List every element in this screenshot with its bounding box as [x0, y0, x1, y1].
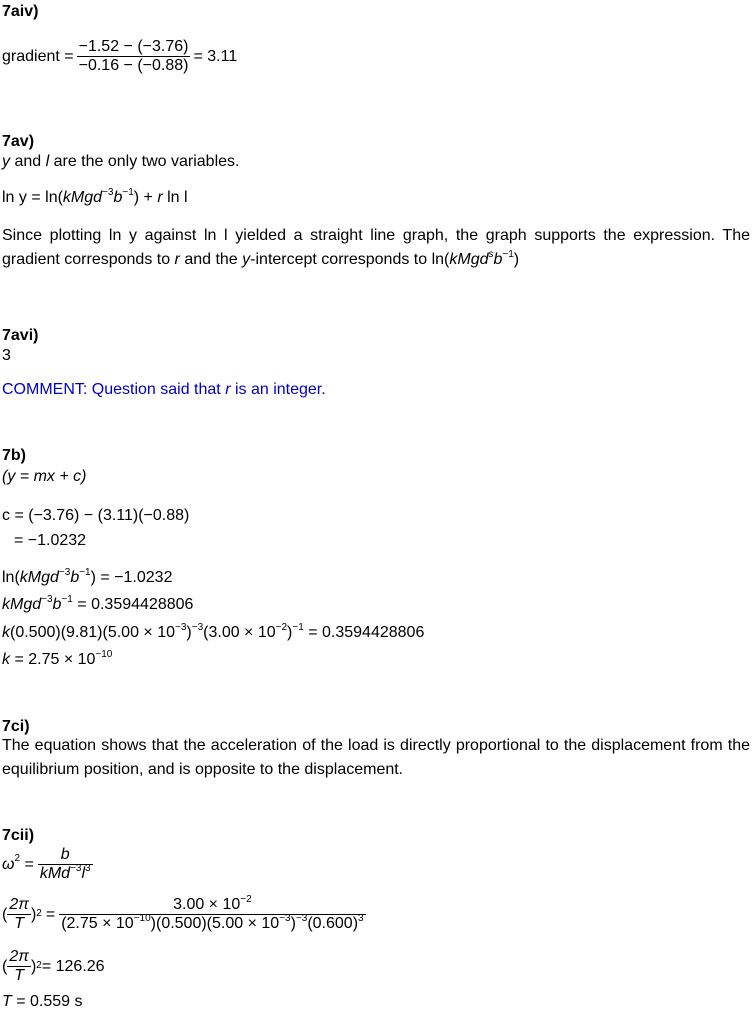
big-den-s1: −10 — [133, 912, 151, 924]
big-den — [59, 912, 365, 933]
expl-y: y — [242, 251, 251, 268]
p1-eq: = — [45, 905, 56, 923]
two-pi-over-t-2 — [7, 948, 31, 985]
big-den-b: )(0.500)(5.00 × 10 — [150, 915, 280, 932]
comment-r: r — [225, 381, 231, 398]
omega-den-s1: −3 — [70, 862, 82, 874]
big-den-s3: −3 — [295, 912, 308, 924]
ln1-s2: −1 — [79, 566, 91, 578]
ln1-a: ln( — [2, 569, 20, 586]
big-num-a: 3.00 × 10 — [173, 896, 241, 913]
omega-den-a: kMd — [39, 865, 71, 882]
log-equation — [2, 188, 188, 208]
omega-lhs — [2, 855, 34, 875]
expl-end: ) — [513, 251, 520, 268]
var-y: y — [2, 153, 10, 170]
log-eq-sup2: −1 — [122, 186, 134, 198]
expl-5: -intercept corresponds to ln( — [250, 251, 450, 268]
expl-k: kMgd — [449, 251, 489, 268]
big-den-c: ) — [290, 915, 296, 932]
ln1-s1: −3 — [58, 566, 71, 578]
omega-num: b — [38, 846, 93, 865]
heading-7aiv: 7aiv) — [2, 3, 39, 20]
log-eq-c: b — [113, 189, 123, 206]
k3-b: = 2.75 × 10 — [10, 651, 96, 668]
gradient-equation — [2, 38, 237, 75]
var-tail: are the only two variables. — [49, 153, 240, 170]
k-result — [2, 650, 112, 670]
intercept-calc — [2, 506, 189, 526]
expl-1: Since plotting — [2, 227, 109, 244]
gradient-denominator: −0.16 − (−0.88) — [78, 57, 189, 74]
log-eq-r: r — [157, 189, 163, 206]
expl-lny: ln y — [108, 227, 138, 244]
log-eq-sup1: −3 — [102, 186, 114, 198]
heading-7cii: 7cii) — [2, 827, 35, 844]
expl-b: b — [493, 251, 503, 268]
k1-a: kMgd — [2, 596, 42, 613]
two-pi-2: 2π — [9, 948, 29, 965]
gradient-explanation — [2, 224, 750, 272]
t-2: T — [14, 967, 25, 984]
k2-s4: −1 — [292, 621, 304, 633]
ln1-b: kMgd — [19, 569, 59, 586]
expl-4: and the — [179, 251, 243, 268]
k2-a: k — [2, 624, 10, 641]
log-eq-lnl: ln l — [162, 189, 188, 206]
omega-fraction — [38, 846, 93, 883]
ln1-d: ) = −1.0232 — [90, 569, 173, 586]
comment-b: is an integer. — [230, 381, 326, 398]
expl-lnl: ln l — [203, 227, 228, 244]
gradient-lhs: gradient = — [2, 47, 74, 65]
big-den-s4: 3 — [358, 912, 364, 924]
intercept-result: = −1.0232 — [14, 532, 87, 549]
log-eq-b: kMgd — [62, 189, 103, 206]
var-and: and — [10, 153, 46, 170]
big-num — [59, 893, 365, 915]
variables-statement — [2, 152, 239, 172]
k3-s: −10 — [95, 648, 113, 660]
period-equation-2: ( $\frac{2\pi}{T}$ ) $^2$ = 126.26 — [2, 948, 105, 984]
comment-a: COMMENT: Question said that — [2, 381, 226, 398]
k1-s1: −3 — [41, 593, 53, 605]
p2-close: ) — [30, 957, 37, 975]
k2-b: (0.500)(9.81)(5.00 × 10 — [10, 624, 175, 641]
p2-result: = 126.26 — [41, 957, 105, 975]
k2-s2: −3 — [191, 621, 204, 633]
final-t: T — [2, 993, 12, 1010]
k2-c: ) — [186, 624, 192, 641]
heading-7b: 7b) — [2, 447, 26, 464]
expl-2: against — [137, 227, 204, 244]
heading-7av: 7av) — [2, 133, 35, 150]
k1-b: b — [52, 596, 62, 613]
k2-s3: −2 — [275, 621, 288, 633]
period-equation-1: ( $\frac{2\pi}{T}$ ) $^2$ = $\frac{3.00 \times 10^{-2}}{(2.75 \times 10^{-10})(0.500)(5.00 \times 10^{-3})^{-3}(0.600)^3}$ — [2, 893, 364, 932]
omega-sup: 2 — [14, 853, 21, 865]
gradient-numerator: −1.52 − (−3.76) — [78, 38, 189, 55]
final-value: = 0.559 s — [11, 993, 83, 1010]
log-eq-d: ) + — [133, 189, 158, 206]
heading-7ci: 7ci) — [2, 718, 30, 735]
omega-eq: = — [20, 855, 34, 873]
ln-equation — [2, 568, 172, 588]
intercept-c1: c = (−3.76) − (3.11)(−0.88) — [2, 507, 190, 524]
k-equation-2 — [2, 623, 424, 643]
p2-open: ( — [2, 957, 8, 975]
heading-7avi: 7avi) — [2, 327, 39, 344]
big-num-s: −2 — [240, 893, 252, 905]
gradient-result: = 3.11 — [193, 47, 238, 65]
big-den-s2: −3 — [279, 912, 291, 924]
two-pi-over-t-1 — [7, 896, 31, 933]
k1-c: = 0.3594428806 — [72, 596, 194, 613]
k-equation-1 — [2, 595, 193, 615]
k2-s1: −3 — [175, 621, 187, 633]
shm-explanation: The equation shows that the acceleration of the load is directly proportional to the displacement from the equilibrium position, and is opposite to the displacement. — [2, 737, 750, 778]
k2-d: (3.00 × 10 — [203, 624, 276, 641]
two-pi-1: 2π — [9, 896, 29, 913]
k2-e: ) — [287, 624, 293, 641]
omega-symbol: ω — [2, 855, 15, 873]
p1-open: ( — [2, 905, 8, 923]
gradient-fraction — [77, 38, 191, 75]
answer-7avi: 3 — [2, 347, 11, 364]
omega-den-s2: 3 — [85, 862, 91, 874]
expl-s: s — [488, 248, 494, 260]
period-result — [2, 992, 83, 1012]
expl-bsup: −1 — [502, 248, 514, 260]
k2-f: = 0.3594428806 — [303, 624, 425, 641]
omega-den — [38, 862, 93, 883]
line-form: (y = mx + c) — [2, 468, 87, 485]
big-fraction — [59, 893, 365, 933]
var-l: l — [45, 153, 50, 170]
k1-s2: −1 — [61, 593, 73, 605]
comment-7avi — [2, 380, 326, 400]
big-den-d: (0.600) — [307, 915, 359, 932]
ln1-c: b — [70, 569, 80, 586]
t-1: T — [14, 915, 25, 932]
log-eq-a: ln y = ln( — [2, 189, 63, 206]
omega-equation — [2, 846, 93, 883]
p1-close: ) — [30, 905, 37, 923]
expl-r: r — [174, 251, 180, 268]
k3-a: k — [2, 651, 10, 668]
expl-3: yielded a straight line graph, the graph supports the expression. The gradient corresponds to — [2, 227, 751, 268]
omega-den-b: l — [81, 865, 86, 882]
big-den-a: (2.75 × 10 — [61, 915, 134, 932]
